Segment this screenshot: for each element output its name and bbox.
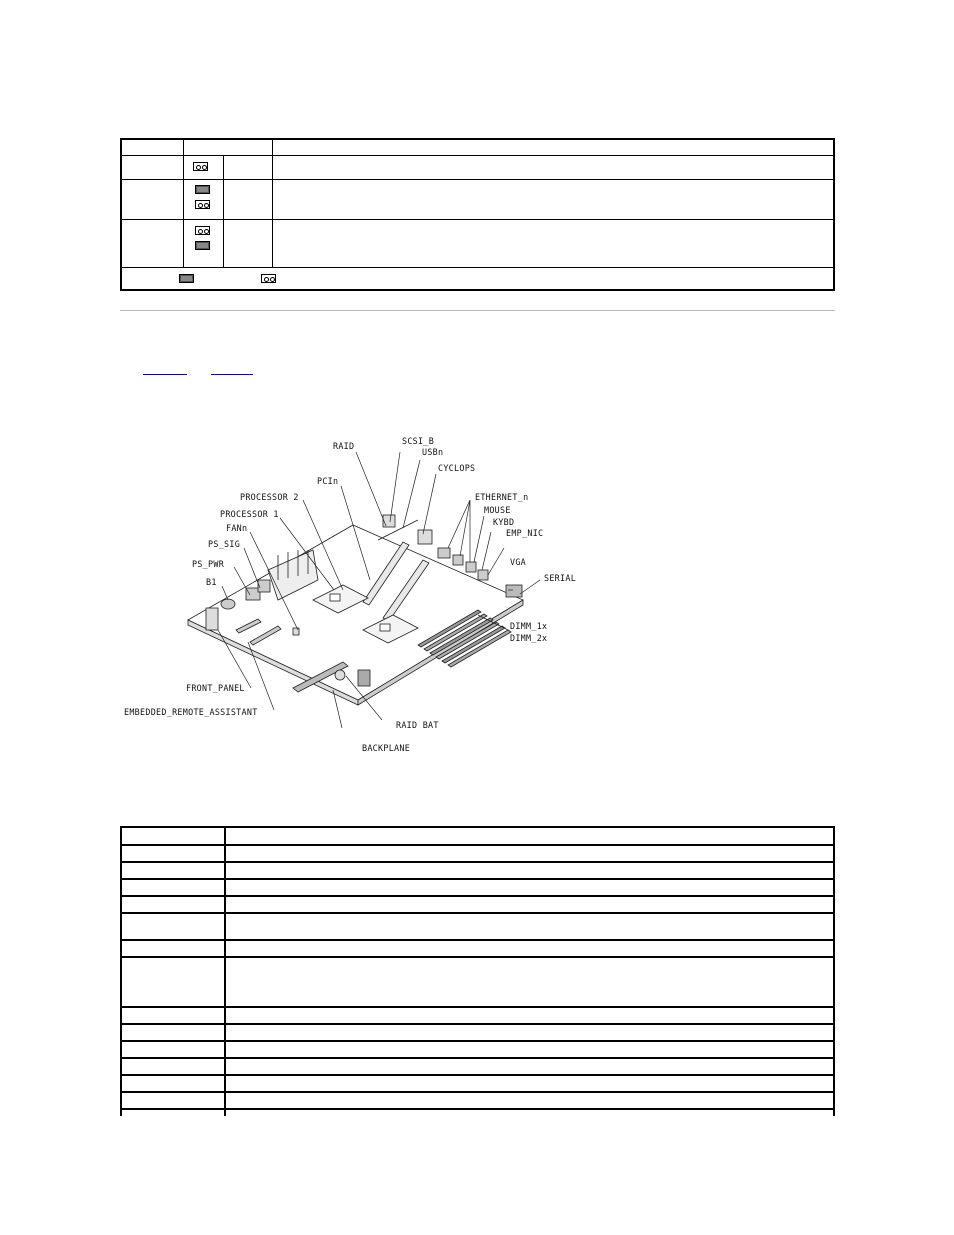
label-backplane: BACKPLANE [362,743,411,753]
jumper-on-icon [195,185,210,194]
label-emp-nic: EMP_NIC [506,528,544,538]
label-scsi-b: SCSI_B [402,436,435,446]
table-row [122,844,833,846]
table-row [122,861,833,863]
label-b1: B1 [206,577,217,587]
label-raid: RAID [333,441,355,451]
jumper-on-icon [179,274,194,283]
table-row [122,939,833,941]
label-ps-pwr: PS_PWR [192,559,225,569]
label-fan-n: FANn [226,523,248,533]
label-dimm-1x: DIMM_1x [510,621,548,631]
link-previous[interactable] [143,361,187,375]
label-usb-n: USBn [422,447,444,457]
table-row-divider [122,267,833,268]
label-processor-2: PROCESSOR 2 [240,492,299,502]
jumper-on-icon [195,241,210,250]
section-divider [120,310,835,311]
table-row-divider [122,155,833,156]
label-ethernet-n: ETHERNET_n [475,492,529,502]
table-row [122,912,833,914]
jumper-settings-table [120,138,835,291]
label-dimm-2x: DIMM_2x [510,633,548,643]
label-front-panel: FRONT_PANEL [186,683,245,693]
table-row [122,878,833,880]
table-row-divider [122,219,833,220]
label-pci-n: PCIn [317,476,339,486]
table-row [122,1091,833,1093]
label-processor-1: PROCESSOR 1 [220,509,279,519]
table-row [122,895,833,897]
label-raid-bat: RAID BAT [396,720,439,730]
jumper-off-icon [195,200,210,209]
table-col-divider [223,155,224,267]
label-kybd: KYBD [493,517,515,527]
label-vga: VGA [510,557,527,567]
table-row [122,1057,833,1059]
label-ps-sig: PS_SIG [208,539,241,549]
table-row [122,1023,833,1025]
table-row [122,1006,833,1008]
jumper-off-icon [195,226,210,235]
label-mouse: MOUSE [484,505,511,515]
table-col-divider [272,140,273,267]
jumper-off-icon [193,162,208,171]
table-row [122,1108,833,1110]
connector-description-table [120,826,835,1116]
table-col-divider [183,140,184,267]
table-row-divider [122,179,833,180]
table-row [122,956,833,958]
table-row [122,1040,833,1042]
link-next[interactable] [211,361,253,375]
label-cyclops: CYCLOPS [438,463,476,473]
system-board-connectors-figure [118,430,588,760]
table-row [122,1074,833,1076]
label-embedded-remote-assistant: EMBEDDED_REMOTE_ASSISTANT [124,707,258,717]
label-serial: SERIAL [544,573,577,583]
table-col-divider [224,828,226,1116]
jumper-off-icon [261,274,276,283]
